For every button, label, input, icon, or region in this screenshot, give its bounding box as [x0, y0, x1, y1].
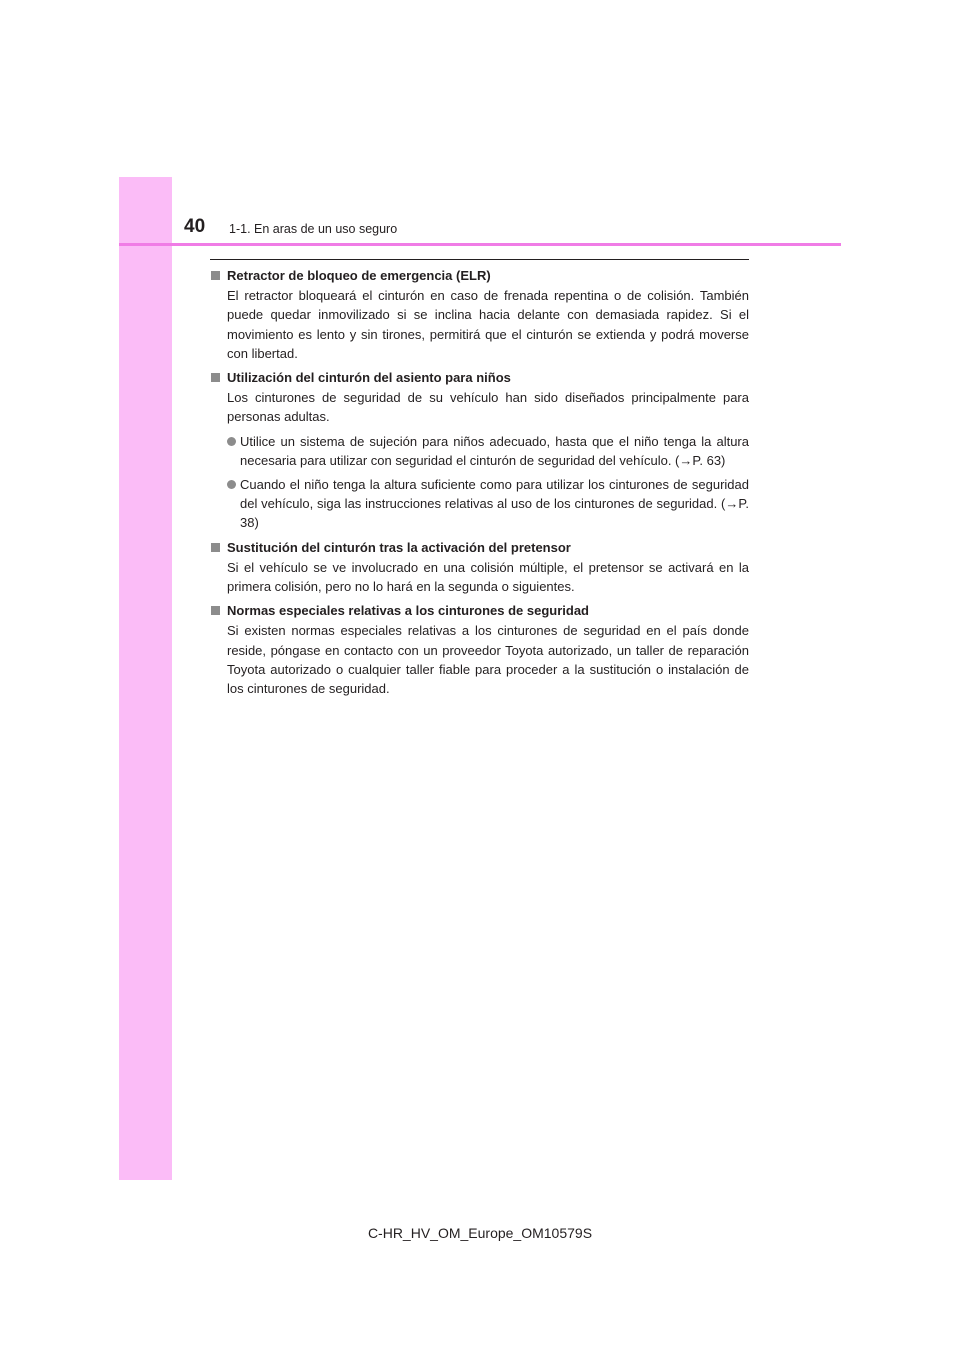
heading-text: Utilización del cinturón del asiento para niños — [227, 370, 511, 386]
content-top-rule — [210, 259, 749, 260]
list-item-text: Cuando el niño tenga la altura suficiente como para utilizar los cinturones de seguridad del vehículo, siga las instrucciones relativas al uso de los cinturones de seguridad. (→P. 38) — [240, 477, 749, 531]
heading-text: Normas especiales relativas a los cinturones de seguridad — [227, 603, 589, 619]
paragraph: Si existen normas especiales relativas a los cinturones de seguridad en el país donde reside, póngase en contacto con un proveedor Toyota autorizado, un taller de reparación Toyota autorizado o cualquier taller fiable para proceder a la sustitución o instalación de los cinturones de seguridad. — [227, 623, 749, 697]
document-code: C-HR_HV_OM_Europe_OM10579S — [367, 1225, 593, 1241]
list-item-text: Utilice un sistema de sujeción para niños adecuado, hasta que el niño tenga la altura necesaria para utilizar con seguridad el cinturón de seguridad del vehículo. (→P. 63) — [240, 433, 749, 468]
content-body — [210, 266, 749, 703]
paragraph: El retractor bloqueará el cinturón en caso de frenada repentina o de colisión. También puede quedar inmovilizado si se inclina hacia delante con demasiada rapidez. Si el movimiento es lento y sin tirones, permitirá que el cinturón se extienda y podrá moverse con libertad. — [227, 288, 749, 361]
paragraph: Si el vehículo se ve involucrado en una colisión múltiple, el pretensor se activará en la primera colisión, pero no lo hará en la segunda o siguientes. — [227, 559, 749, 595]
square-bullet-icon — [211, 271, 220, 280]
square-bullet-icon — [211, 543, 220, 552]
heading-text: Retractor de bloqueo de emergencia (ELR) — [227, 268, 491, 283]
heading-text: Sustitución del cinturón tras la activación del pretensor — [227, 539, 571, 555]
chapter-sidebar-tab — [119, 177, 172, 1180]
header-divider — [119, 243, 841, 246]
section-heading — [210, 266, 749, 285]
section-heading — [210, 538, 749, 557]
list-item — [210, 475, 749, 533]
section-heading — [210, 368, 749, 387]
section-heading — [210, 601, 749, 620]
page-number: 40 — [184, 216, 206, 237]
circle-bullet-icon — [227, 480, 236, 489]
paragraph: Los cinturones de seguridad de su vehículo han sido diseñados principalmente para personas adultas. — [227, 390, 749, 425]
circle-bullet-icon — [227, 437, 236, 446]
list-item — [210, 432, 749, 470]
section-title: 1-1. En aras de un uso seguro — [229, 222, 398, 236]
square-bullet-icon — [211, 373, 220, 382]
square-bullet-icon — [211, 606, 220, 615]
